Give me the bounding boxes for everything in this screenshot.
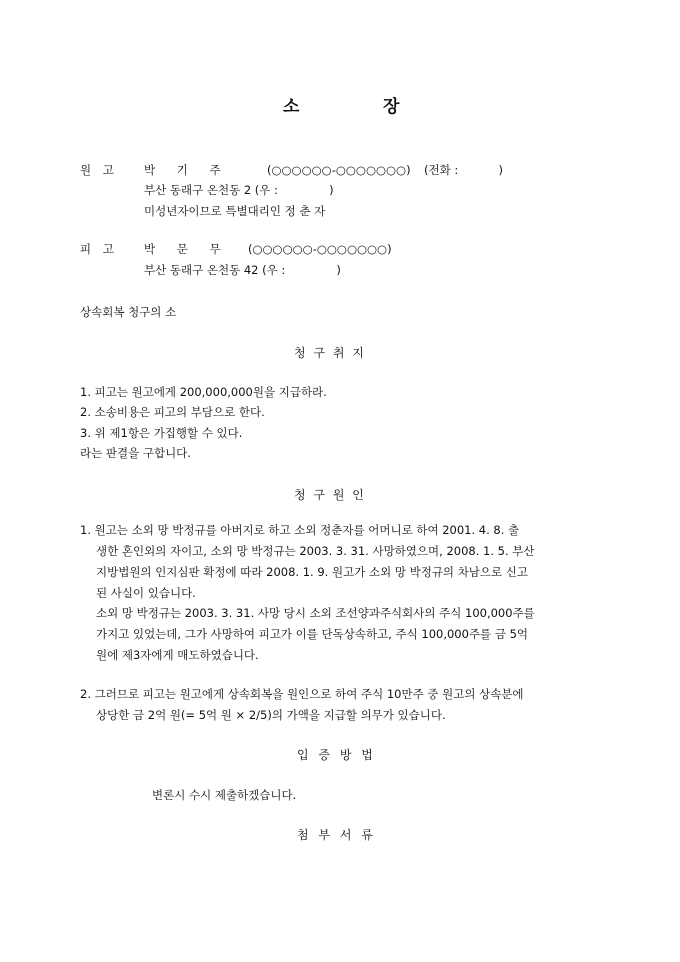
plaintiff-name: 박 기 주	[144, 163, 221, 177]
claim-cause-p1-line-1: 1. 원고는 소외 망 박정규를 아버지로 하고 소외 정춘자를 어머니로 하여 2001. 4. 8. 출	[80, 523, 520, 537]
defendant-idnum: (○○○○○○-○○○○○○○)	[248, 242, 392, 256]
claim-cause-p2-line-2: 가지고 있었는데, 그가 사망하여 피고가 이를 단독상속하고, 주식 100,000주를 금 5억	[96, 627, 529, 641]
claim-cause-p1-line-4: 된 사실이 있습니다.	[96, 586, 196, 600]
claim-cause-heading: 청 구 원 인	[294, 488, 364, 502]
title-char-1: 소	[283, 97, 300, 117]
defendant-name: 박 문 무	[144, 242, 221, 256]
attachments-heading: 첨 부 서 류	[297, 828, 373, 842]
claim-cause-p1-line-3: 지방법원의 인지심판 확정에 따라 2008. 1. 9. 원고가 소외 망 박정규의 차남으로 신고	[96, 565, 528, 579]
claim-cause-p2-line-1: 소외 망 박정규는 2003. 3. 31. 사망 당시 소외 조선양과주식회사의 주식 100,000주를	[96, 606, 535, 620]
claim-cause-p2-line-3: 원에 제3자에게 매도하였습니다.	[96, 648, 259, 662]
defendant-role: 피 고	[80, 242, 118, 256]
plaintiff-representative: 미성년자이므로 특별대리인 정 춘 자	[144, 204, 326, 218]
claim-cause-p3-line-2: 상당한 금 2억 원(= 5억 원 × 2/5)의 가액을 지급할 의무가 있습니다.	[96, 708, 446, 722]
claim-purpose-closing: 라는 판결을 구합니다.	[80, 446, 191, 460]
claim-cause-p1-line-2: 생한 혼인외의 자이고, 소외 망 박정규는 2003. 3. 31. 사망하였으며, 2008. 1. 5. 부산	[96, 544, 535, 558]
claim-purpose-item-1: 1. 피고는 원고에게 200,000,000원을 지급하라.	[80, 385, 327, 399]
claim-purpose-item-2: 2. 소송비용은 피고의 부담으로 한다.	[80, 405, 265, 419]
plaintiff-phone: (전화 : )	[424, 163, 503, 177]
evidence-text: 변론시 수시 제출하겠습니다.	[152, 788, 297, 802]
plaintiff-role: 원 고	[80, 163, 118, 177]
claim-purpose-heading: 청 구 취 지	[294, 346, 364, 360]
claim-purpose-item-3: 3. 위 제1항은 가집행할 수 있다.	[80, 426, 243, 440]
claim-cause-p3-line-1: 2. 그러므로 피고는 원고에게 상속회복을 원인으로 하여 주식 10만주 중 원고의 상속분에	[80, 687, 524, 701]
evidence-heading: 입 증 방 법	[297, 748, 373, 762]
plaintiff-idnum: (○○○○○○-○○○○○○○)	[267, 163, 411, 177]
case-name: 상속회복 청구의 소	[80, 305, 177, 319]
plaintiff-address: 부산 동래구 온천동 2 (우 : )	[144, 183, 334, 197]
defendant-address: 부산 동래구 온천동 42 (우 : )	[144, 263, 341, 277]
title-char-2: 장	[383, 97, 400, 117]
